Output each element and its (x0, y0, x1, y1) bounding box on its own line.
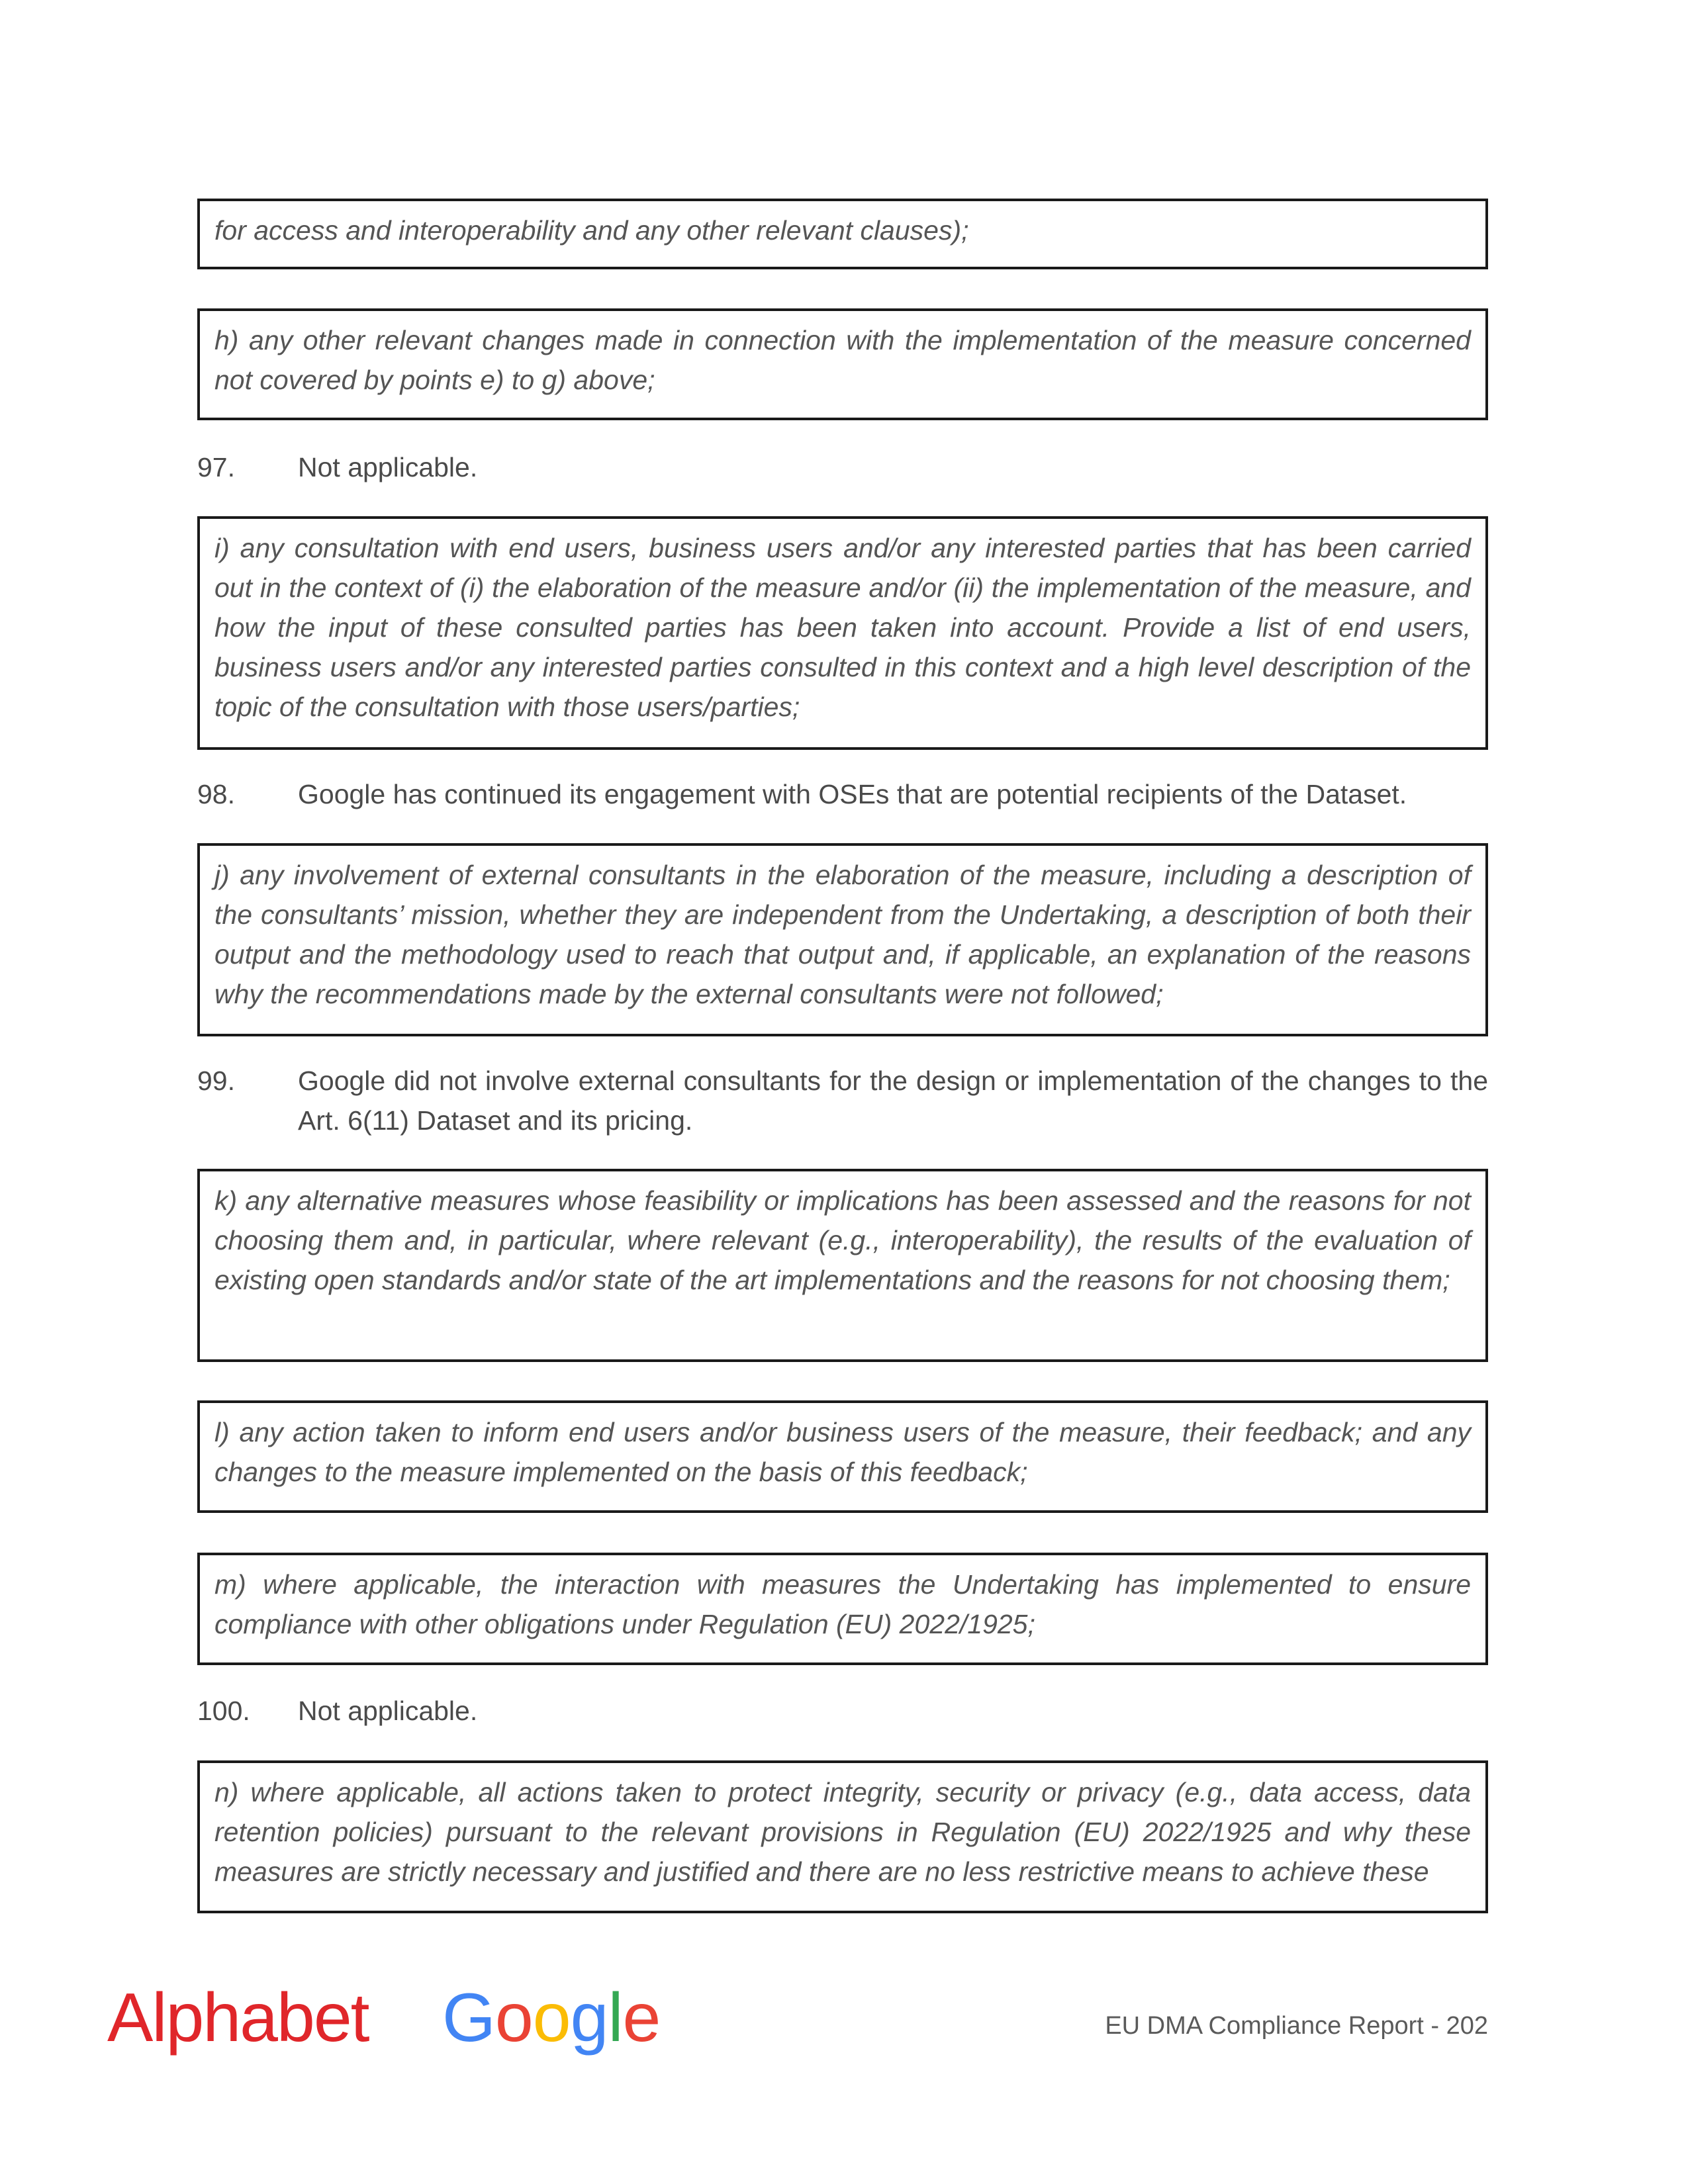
report-footer-label: EU DMA Compliance Report - 202 (1105, 2012, 1488, 2040)
requirement-text: l) any action taken to inform end users and/or business users of the measure, their feedback; and any changes to the measure implemented on the basis of this feedback; (214, 1417, 1471, 1487)
paragraph-number: 97. (197, 452, 235, 482)
paragraph-100 (197, 1691, 1488, 1731)
requirement-text: h) any other relevant changes made in connection with the implementation of the measure concerned not covered by points e) to g) above; (214, 325, 1471, 395)
paragraph-number: 99. (197, 1066, 235, 1096)
requirement-text: for access and interoperability and any other relevant clauses); (214, 215, 969, 246)
alphabet-logo: Alphabet (107, 1979, 369, 2056)
requirement-box-j (197, 843, 1488, 1036)
google-logo-letter: e (622, 1979, 661, 2056)
requirement-box-g-tail (197, 199, 1488, 269)
requirement-box-n (197, 1760, 1488, 1913)
requirement-text: m) where applicable, the interaction with measures the Undertaking has implemented to ensure compliance with other obligations under Regulation (EU) 2022/1925; (214, 1569, 1471, 1639)
google-logo-letter: o (532, 1979, 571, 2056)
google-logo-letter: g (570, 1979, 608, 2056)
google-logo-letter: G (442, 1979, 495, 2056)
paragraph-97 (197, 447, 1488, 487)
paragraph-number: 100. (197, 1696, 250, 1726)
requirement-box-l (197, 1400, 1488, 1513)
requirement-text: n) where applicable, all actions taken to protect integrity, security or privacy (e.g., data access, data retention policies) pursuant to the relevant provisions in Regulation (EU) 2022/1925 and why these measures are strictly necessary and justified and there are no less restrictive means to achieve these (214, 1777, 1471, 1887)
requirement-box-i (197, 516, 1488, 750)
paragraph-text: Google did not involve external consultants for the design or implementation of the changes to the Art. 6(11) Dataset and its pricing. (298, 1066, 1488, 1136)
requirement-box-k (197, 1169, 1488, 1362)
requirement-box-m (197, 1553, 1488, 1665)
requirement-text: j) any involvement of external consultants in the elaboration of the measure, including a description of the consultants’ mission, whether they are independent from the Undertaking, a description of both their output and the methodology used to reach that output and, if applicable, an explanation of the reasons why the recommendations made by the external consultants were not followed; (214, 860, 1471, 1009)
paragraph-98 (197, 774, 1488, 814)
requirement-text: k) any alternative measures whose feasibility or implications has been assessed and the reasons for not choosing them and, in particular, where relevant (e.g., interoperability), the results of the evaluation of existing open standards and/or state of the art implementations and the reasons for not choosing them; (214, 1185, 1471, 1295)
paragraph-text: Not applicable. (298, 452, 478, 482)
requirement-text: i) any consultation with end users, business users and/or any interested parties that has been carried out in the context of (i) the elaboration of the measure and/or (ii) the implementation of the measure, and how the input of these consulted parties has been taken into account. Provide a list of end users, business users and/or any interested parties consulted in this context and a high level description of the topic of the consultation with those users/parties; (214, 533, 1471, 722)
google-logo-letter: o (494, 1979, 533, 2056)
paragraph-text: Google has continued its engagement with OSEs that are potential recipients of the Dataset. (298, 779, 1407, 809)
google-logo-letter: l (608, 1979, 623, 2056)
google-logo (442, 1979, 660, 2058)
paragraph-99 (197, 1061, 1488, 1140)
paragraph-text: Not applicable. (298, 1696, 478, 1726)
requirement-box-h (197, 308, 1488, 420)
paragraph-number: 98. (197, 779, 235, 809)
